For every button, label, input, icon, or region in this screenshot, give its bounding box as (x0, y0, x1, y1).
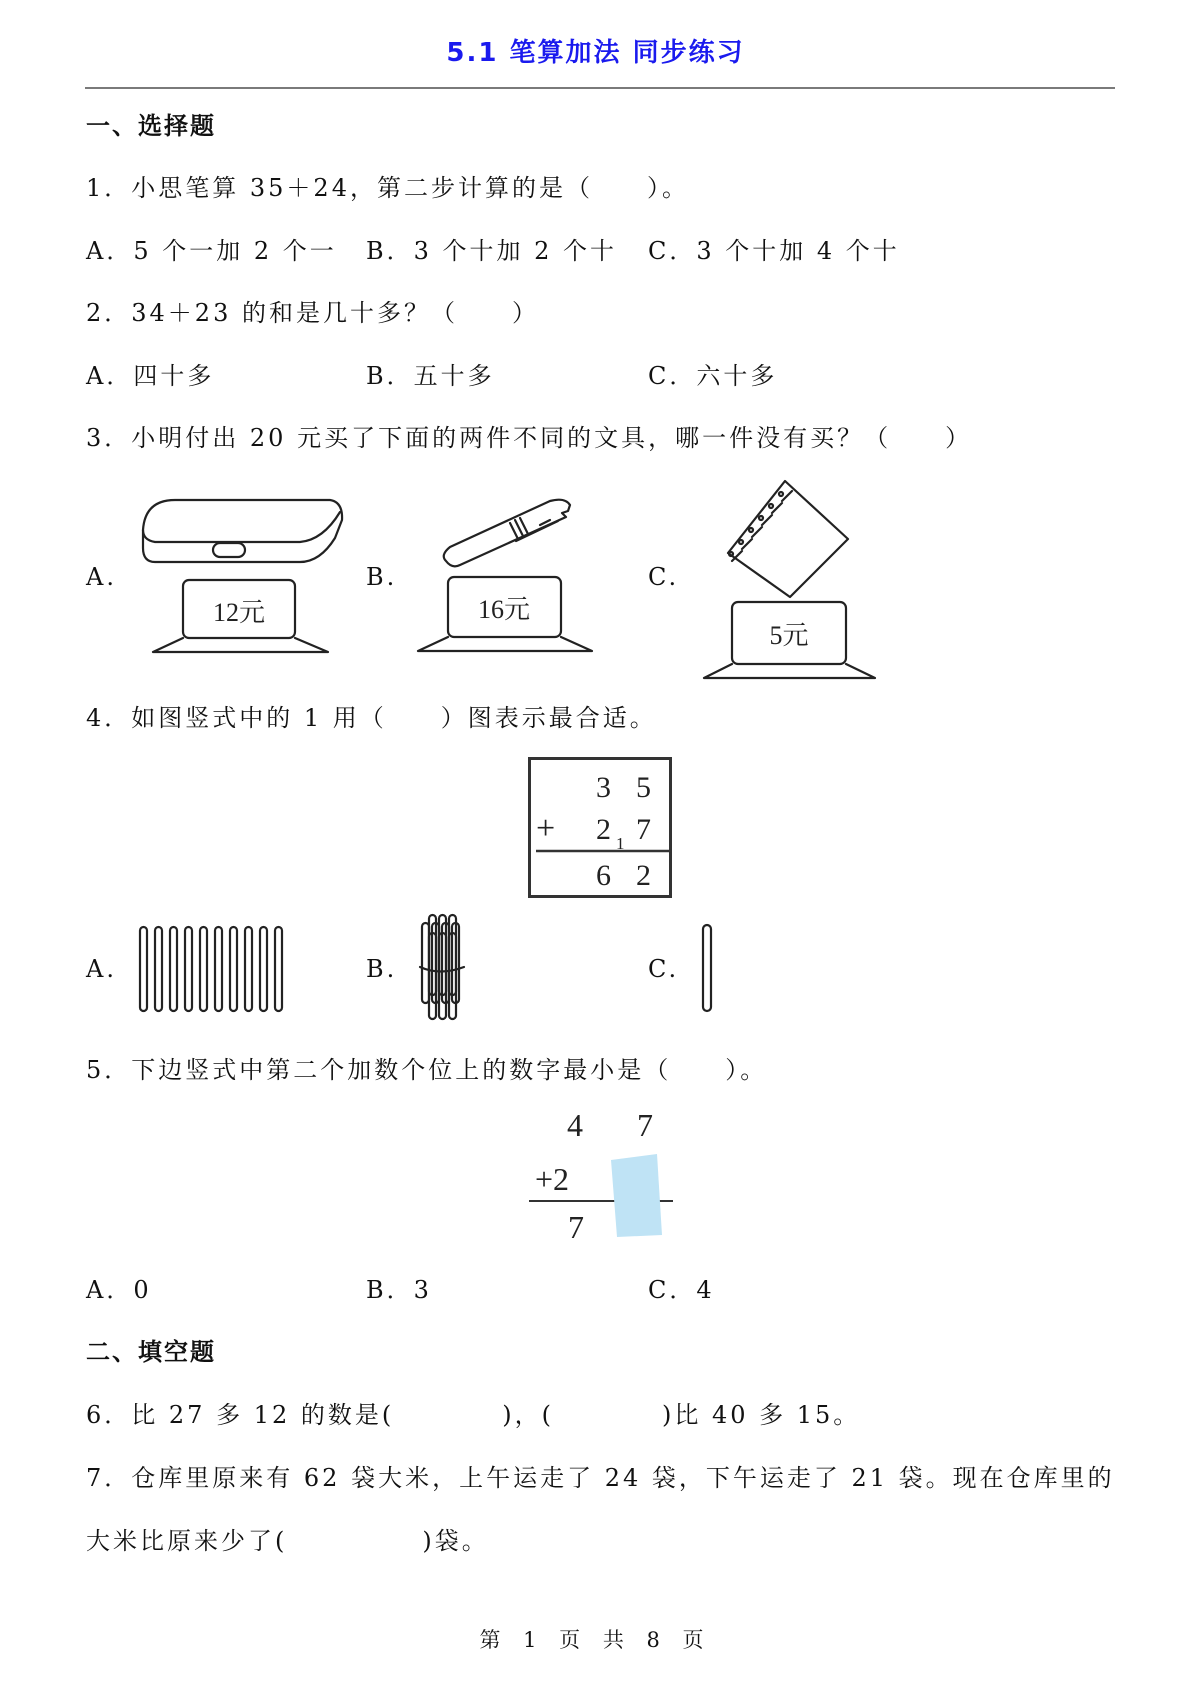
notebook-icon (720, 475, 855, 605)
svg-text:+: + (536, 810, 556, 847)
q5-option-c: C．4 (648, 1276, 715, 1304)
question-4: 4．如图竖式中的 1 用（ ）图表示最合适。 (86, 704, 657, 732)
price-stand-a (150, 578, 350, 658)
question-5: 5．下边竖式中第二个加数个位上的数字最小是（ ）。 (86, 1056, 768, 1084)
question-2: 2．34＋23 的和是几十多？（ ） (86, 299, 539, 327)
q3-option-c-label: C. (648, 563, 680, 591)
section-heading-fill: 二、填空题 (86, 1338, 216, 1366)
svg-text:2: 2 (636, 859, 651, 892)
q4-option-a-label: A. (86, 955, 117, 983)
page-title: 5.1 笔算加法 同步练习 (446, 38, 745, 68)
svg-text:+2: +2 (535, 1161, 570, 1197)
svg-text:4: 4 (567, 1107, 583, 1143)
q1-option-c: C．3 个十加 4 个十 (648, 237, 900, 265)
svg-text:2: 2 (596, 813, 611, 846)
svg-text:16元: 16元 (477, 595, 531, 624)
section-heading-choice: 一、选择题 (86, 112, 216, 140)
q1-option-a: A．5 个一加 2 个一 (86, 237, 337, 265)
q1-option-b: B．3 个十加 2 个十 (366, 237, 618, 265)
question-6: 6．比 27 多 12 的数是( )，( )比 40 多 15。 (86, 1401, 861, 1429)
bundle-of-ten-sticks-icon (418, 912, 468, 1024)
svg-text:7: 7 (636, 813, 651, 846)
page-footer: 第 1 页 共 8 页 (479, 1628, 712, 1652)
svg-text:12元: 12元 (212, 598, 266, 627)
ten-loose-sticks-icon (138, 925, 288, 1015)
vertical-calc-q5 (525, 1100, 685, 1245)
question-7-line-1: 7．仓库里原来有 62 袋大米，上午运走了 24 袋，下午运走了 21 袋。现在仓库里的 (86, 1464, 1115, 1492)
q3-option-a-label: A. (86, 563, 117, 591)
q5-option-a: A．0 (86, 1276, 152, 1304)
covered-digit-patch (611, 1154, 662, 1237)
q2-option-b: B．五十多 (366, 362, 495, 390)
q4-option-c-label: C. (648, 955, 680, 983)
svg-text:7: 7 (637, 1107, 653, 1143)
pen-icon (440, 495, 580, 570)
question-3: 3．小明付出 20 元买了下面的两件不同的文具，哪一件没有买？（ ） (86, 424, 973, 452)
single-stick-icon (701, 923, 715, 1015)
svg-text:5元: 5元 (769, 621, 809, 650)
price-stand-b (415, 575, 605, 660)
q4-option-b-label: B. (366, 955, 398, 983)
q5-option-b: B．3 (366, 1276, 432, 1304)
svg-text:7: 7 (568, 1209, 584, 1245)
question-7-line-2: 大米比原来少了( )袋。 (86, 1527, 489, 1555)
svg-text:6: 6 (596, 859, 611, 892)
question-1: 1．小思笔算 35＋24，第二步计算的是（ ）。 (86, 174, 689, 202)
vertical-calc-q4 (528, 757, 673, 899)
header-divider (85, 87, 1115, 89)
svg-text:3: 3 (596, 771, 611, 804)
svg-text:1: 1 (616, 834, 625, 853)
q3-option-b-label: B. (366, 563, 398, 591)
price-stand-c (700, 600, 880, 685)
q2-option-c: C．六十多 (648, 362, 778, 390)
svg-text:5: 5 (636, 771, 651, 804)
q2-option-a: A．四十多 (86, 362, 215, 390)
